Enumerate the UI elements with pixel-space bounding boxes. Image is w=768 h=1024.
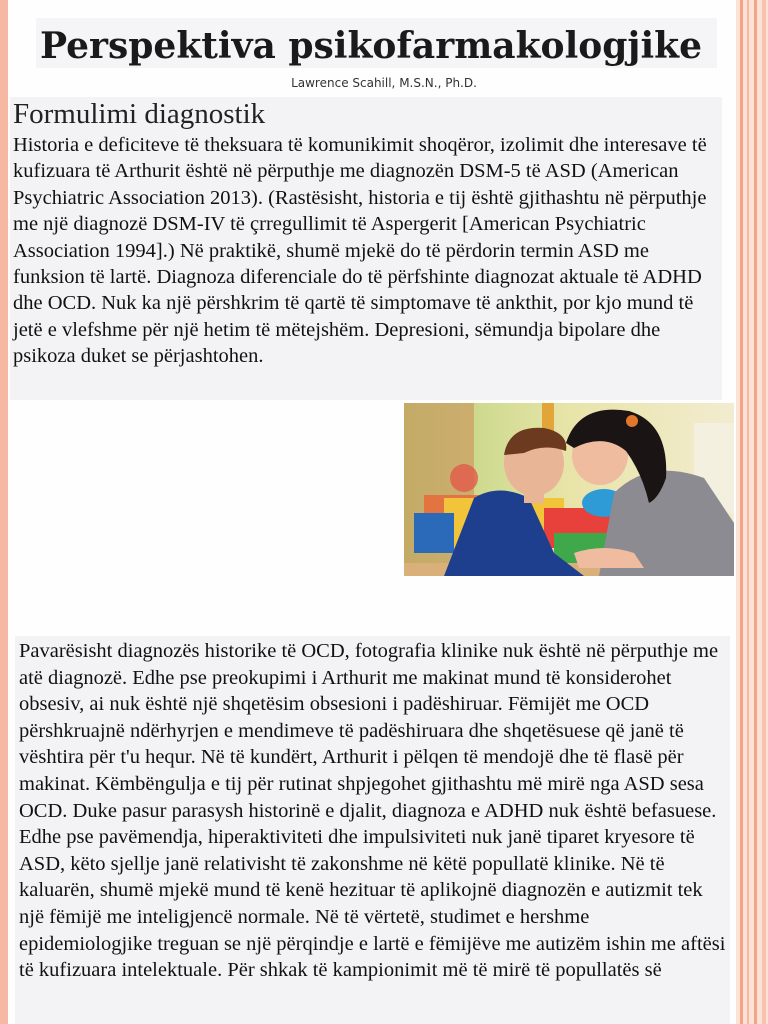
stripe — [754, 0, 757, 1024]
author-line: Lawrence Scahill, M.S.N., Ph.D. — [291, 76, 477, 90]
paragraph-1: Historia e deficiteve të theksuara të komunikimit shoqëror, izolimit dhe interesave të kufizuara të Arthurit është në përputhje me diagnozën DSM-5 të ASD (American Psychiatric Association 2013). (Rastësisht, historia e tij është gjithashtu në përputhje me një diagnozë DSM-IV të çrregullimit të Aspergerit [American Psychiatric Association 1994].) Në praktikë, shumë mjekë do të përdorin termin ASD me funksion të lartë. Diagnoza diferenciale do të përfshinte diagnozat aktuale të ADHD dhe OCD. Nuk ka një përshkrim të qartë të simptomave të ankthit, por kjo mund të jetë e vlefshme për një hetim të mëtejshëm. Depresioni, sëmundja bipolare dhe psikoza duket se përjashtohen. — [13, 134, 707, 368]
left-decorative-border — [0, 0, 8, 1024]
stripe — [747, 0, 749, 1024]
section-heading: Formulimi diagnostik — [13, 98, 266, 130]
stripe — [740, 0, 743, 1024]
clinical-photo — [404, 403, 734, 576]
paragraph-2: Pavarësisht diagnozës historike të OCD, fotografia klinike nuk është në përputhje me atë diagnozë. Edhe pse preokupimi i Arthurit me makinat mund të konsiderohet obsesiv, ai nuk është një shqetësim obsesioni i padëshiruar. Fëmijët me OCD përshkruajnë ndërhyrjen e mendimeve të padëshiruara dhe shqetësuese që janë të vështira për t'u hequr. Në të kundërt, Arthurit i pëlqen të mendojë dhe të flasë për makinat. Këmbëngulja e tij për rutinat shpjegohet gjithashtu më mirë nga ASD sesa OCD. Duke pasur parasysh historinë e djalit, diagnoza e ADHD nuk është befasuese. Edhe pse pavëmendja, hiperaktiviteti dhe impulsiviteti nuk janë tiparet kryesore të ASD, këto sjellje janë relativisht të zakonshme në këtë popullatë klinike. Në të kaluarën, shumë mjekë mund të kenë hezituar të aplikojnë diagnozën e autizmit tek një fëmijë me inteligjencë normale. Në të vërtetë, studimet e hershme epidemiologjike treguan se një përqindje e lartë e fëmijëve me autizëm ishin me aftësi të kufizuara intelektuale. Për shkak të kampionimit më të mirë të popullatës së — [19, 640, 726, 982]
stripe — [762, 0, 766, 1024]
right-decorative-stripes — [736, 0, 768, 1024]
page-title: Perspektiva psikofarmakologjike — [40, 25, 702, 67]
photo-illustration — [404, 403, 734, 576]
